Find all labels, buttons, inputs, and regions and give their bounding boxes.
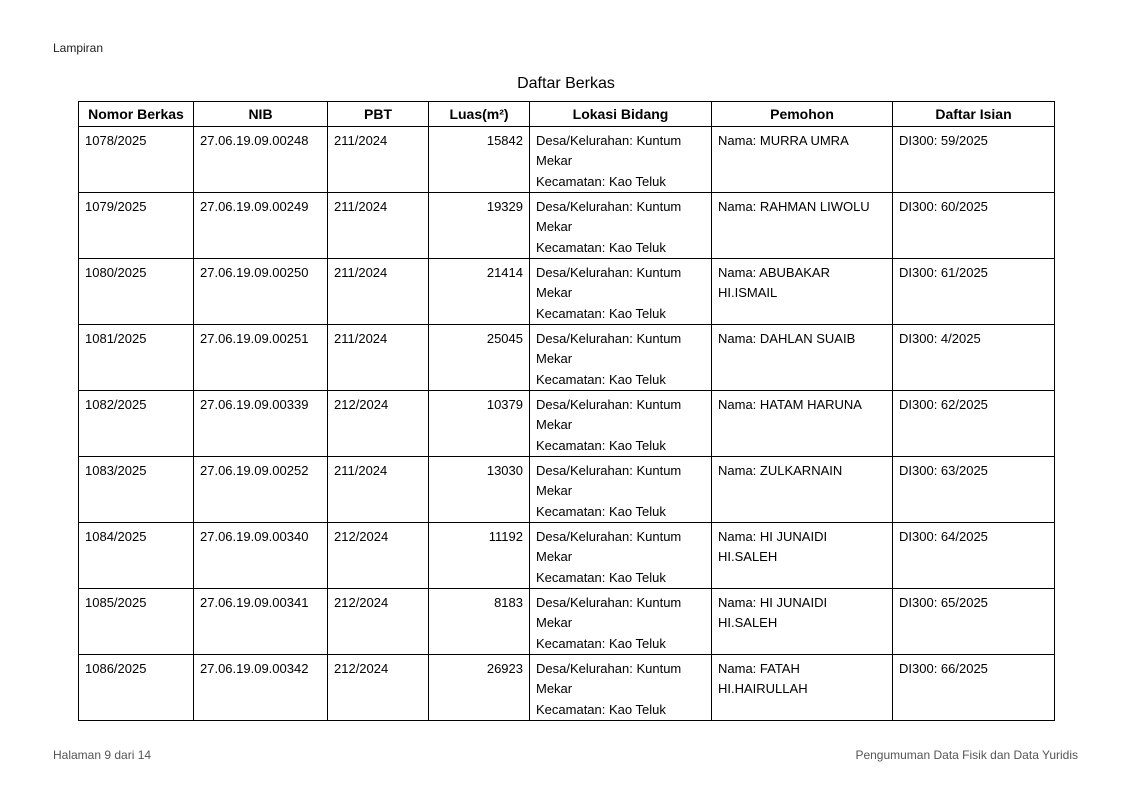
desa-text: Desa/Kelurahan: Kuntum Mekar bbox=[536, 529, 682, 565]
kecamatan-text: Kecamatan: Kao Teluk bbox=[536, 371, 666, 387]
nib-cell: 27.06.19.09.00249 bbox=[194, 193, 328, 259]
nib-cell: 27.06.19.09.00341 bbox=[194, 589, 328, 655]
nomor-berkas-cell: 1086/2025 bbox=[79, 655, 194, 721]
daftar-isian-cell: DI300: 60/2025 bbox=[893, 193, 1055, 259]
table-row bbox=[79, 325, 1055, 391]
luas-cell: 15842 bbox=[429, 127, 530, 193]
daftar-isian-cell: DI300: 62/2025 bbox=[893, 391, 1055, 457]
luas-cell: 21414 bbox=[429, 259, 530, 325]
page-title: Daftar Berkas bbox=[517, 75, 615, 92]
kecamatan-text: Kecamatan: Kao Teluk bbox=[536, 239, 666, 255]
daftar-isian-cell: DI300: 59/2025 bbox=[893, 127, 1055, 193]
kecamatan-text: Kecamatan: Kao Teluk bbox=[536, 701, 666, 717]
column-header: Nomor Berkas bbox=[79, 102, 194, 127]
pemohon-cell: Nama: ABUBAKAR HI.ISMAIL bbox=[712, 259, 893, 325]
daftar-isian-cell: DI300: 4/2025 bbox=[893, 325, 1055, 391]
luas-cell: 25045 bbox=[429, 325, 530, 391]
table-row bbox=[79, 655, 1055, 721]
daftar-isian-cell: DI300: 61/2025 bbox=[893, 259, 1055, 325]
pbt-cell: 211/2024 bbox=[328, 193, 429, 259]
pbt-cell: 211/2024 bbox=[328, 127, 429, 193]
nomor-berkas-cell: 1084/2025 bbox=[79, 523, 194, 589]
table-row bbox=[79, 259, 1055, 325]
desa-text: Desa/Kelurahan: Kuntum Mekar bbox=[536, 397, 682, 433]
nib-cell: 27.06.19.09.00248 bbox=[194, 127, 328, 193]
desa-text: Desa/Kelurahan: Kuntum Mekar bbox=[536, 463, 682, 499]
desa-text: Desa/Kelurahan: Kuntum Mekar bbox=[536, 595, 682, 631]
kecamatan-text: Kecamatan: Kao Teluk bbox=[536, 437, 666, 453]
table-row bbox=[79, 589, 1055, 655]
desa-text: Desa/Kelurahan: Kuntum Mekar bbox=[536, 199, 682, 235]
nomor-berkas-cell: 1081/2025 bbox=[79, 325, 194, 391]
luas-cell: 26923 bbox=[429, 655, 530, 721]
nomor-berkas-cell: 1083/2025 bbox=[79, 457, 194, 523]
nib-cell: 27.06.19.09.00339 bbox=[194, 391, 328, 457]
nib-cell: 27.06.19.09.00250 bbox=[194, 259, 328, 325]
luas-cell: 13030 bbox=[429, 457, 530, 523]
lokasi-cell bbox=[530, 325, 712, 391]
desa-text: Desa/Kelurahan: Kuntum Mekar bbox=[536, 265, 682, 301]
desa-text: Desa/Kelurahan: Kuntum Mekar bbox=[536, 331, 682, 367]
kecamatan-text: Kecamatan: Kao Teluk bbox=[536, 305, 666, 321]
lokasi-cell bbox=[530, 259, 712, 325]
lokasi-cell bbox=[530, 457, 712, 523]
pbt-cell: 212/2024 bbox=[328, 589, 429, 655]
daftar-isian-cell: DI300: 64/2025 bbox=[893, 523, 1055, 589]
kecamatan-text: Kecamatan: Kao Teluk bbox=[536, 569, 666, 585]
lokasi-cell bbox=[530, 655, 712, 721]
table-header-row bbox=[79, 102, 1055, 127]
pbt-cell: 212/2024 bbox=[328, 655, 429, 721]
desa-text: Desa/Kelurahan: Kuntum Mekar bbox=[536, 661, 682, 697]
pemohon-cell: Nama: FATAH HI.HAIRULLAH bbox=[712, 655, 893, 721]
column-header: NIB bbox=[194, 102, 328, 127]
table-row bbox=[79, 457, 1055, 523]
pemohon-cell: Nama: HI JUNAIDI HI.SALEH bbox=[712, 589, 893, 655]
luas-cell: 8183 bbox=[429, 589, 530, 655]
column-header: Pemohon bbox=[712, 102, 893, 127]
pemohon-cell: Nama: HATAM HARUNA bbox=[712, 391, 893, 457]
table-row bbox=[79, 523, 1055, 589]
column-header: Lokasi Bidang bbox=[530, 102, 712, 127]
luas-cell: 11192 bbox=[429, 523, 530, 589]
pbt-cell: 211/2024 bbox=[328, 325, 429, 391]
document-name: Pengumuman Data Fisik dan Data Yuridis bbox=[855, 748, 1078, 762]
lokasi-cell bbox=[530, 589, 712, 655]
nib-cell: 27.06.19.09.00340 bbox=[194, 523, 328, 589]
daftar-isian-cell: DI300: 66/2025 bbox=[893, 655, 1055, 721]
luas-cell: 10379 bbox=[429, 391, 530, 457]
nomor-berkas-cell: 1080/2025 bbox=[79, 259, 194, 325]
nib-cell: 27.06.19.09.00252 bbox=[194, 457, 328, 523]
nomor-berkas-cell: 1079/2025 bbox=[79, 193, 194, 259]
luas-cell: 19329 bbox=[429, 193, 530, 259]
page-number: Halaman 9 dari 14 bbox=[53, 748, 152, 762]
pbt-cell: 212/2024 bbox=[328, 523, 429, 589]
pbt-cell: 212/2024 bbox=[328, 391, 429, 457]
daftar-isian-cell: DI300: 63/2025 bbox=[893, 457, 1055, 523]
header-label: Lampiran bbox=[53, 41, 104, 55]
kecamatan-text: Kecamatan: Kao Teluk bbox=[536, 635, 666, 651]
lokasi-cell bbox=[530, 391, 712, 457]
pemohon-cell: Nama: MURRA UMRA bbox=[712, 127, 893, 193]
column-header: Daftar Isian bbox=[893, 102, 1055, 127]
pemohon-cell: Nama: HI JUNAIDI HI.SALEH bbox=[712, 523, 893, 589]
column-header: PBT bbox=[328, 102, 429, 127]
nomor-berkas-cell: 1085/2025 bbox=[79, 589, 194, 655]
lokasi-cell bbox=[530, 523, 712, 589]
kecamatan-text: Kecamatan: Kao Teluk bbox=[536, 503, 666, 519]
nib-cell: 27.06.19.09.00251 bbox=[194, 325, 328, 391]
pbt-cell: 211/2024 bbox=[328, 259, 429, 325]
nomor-berkas-cell: 1082/2025 bbox=[79, 391, 194, 457]
table-row bbox=[79, 127, 1055, 193]
kecamatan-text: Kecamatan: Kao Teluk bbox=[536, 173, 666, 189]
desa-text: Desa/Kelurahan: Kuntum Mekar bbox=[536, 133, 682, 169]
lokasi-cell bbox=[530, 127, 712, 193]
pemohon-cell: Nama: DAHLAN SUAIB bbox=[712, 325, 893, 391]
nomor-berkas-cell: 1078/2025 bbox=[79, 127, 194, 193]
pemohon-cell: Nama: RAHMAN LIWOLU bbox=[712, 193, 893, 259]
pbt-cell: 211/2024 bbox=[328, 457, 429, 523]
lokasi-cell bbox=[530, 193, 712, 259]
column-header: Luas(m²) bbox=[429, 102, 530, 127]
table-row bbox=[79, 391, 1055, 457]
berkas-table bbox=[78, 101, 1055, 721]
nib-cell: 27.06.19.09.00342 bbox=[194, 655, 328, 721]
table-row bbox=[79, 193, 1055, 259]
pemohon-cell: Nama: ZULKARNAIN bbox=[712, 457, 893, 523]
daftar-isian-cell: DI300: 65/2025 bbox=[893, 589, 1055, 655]
